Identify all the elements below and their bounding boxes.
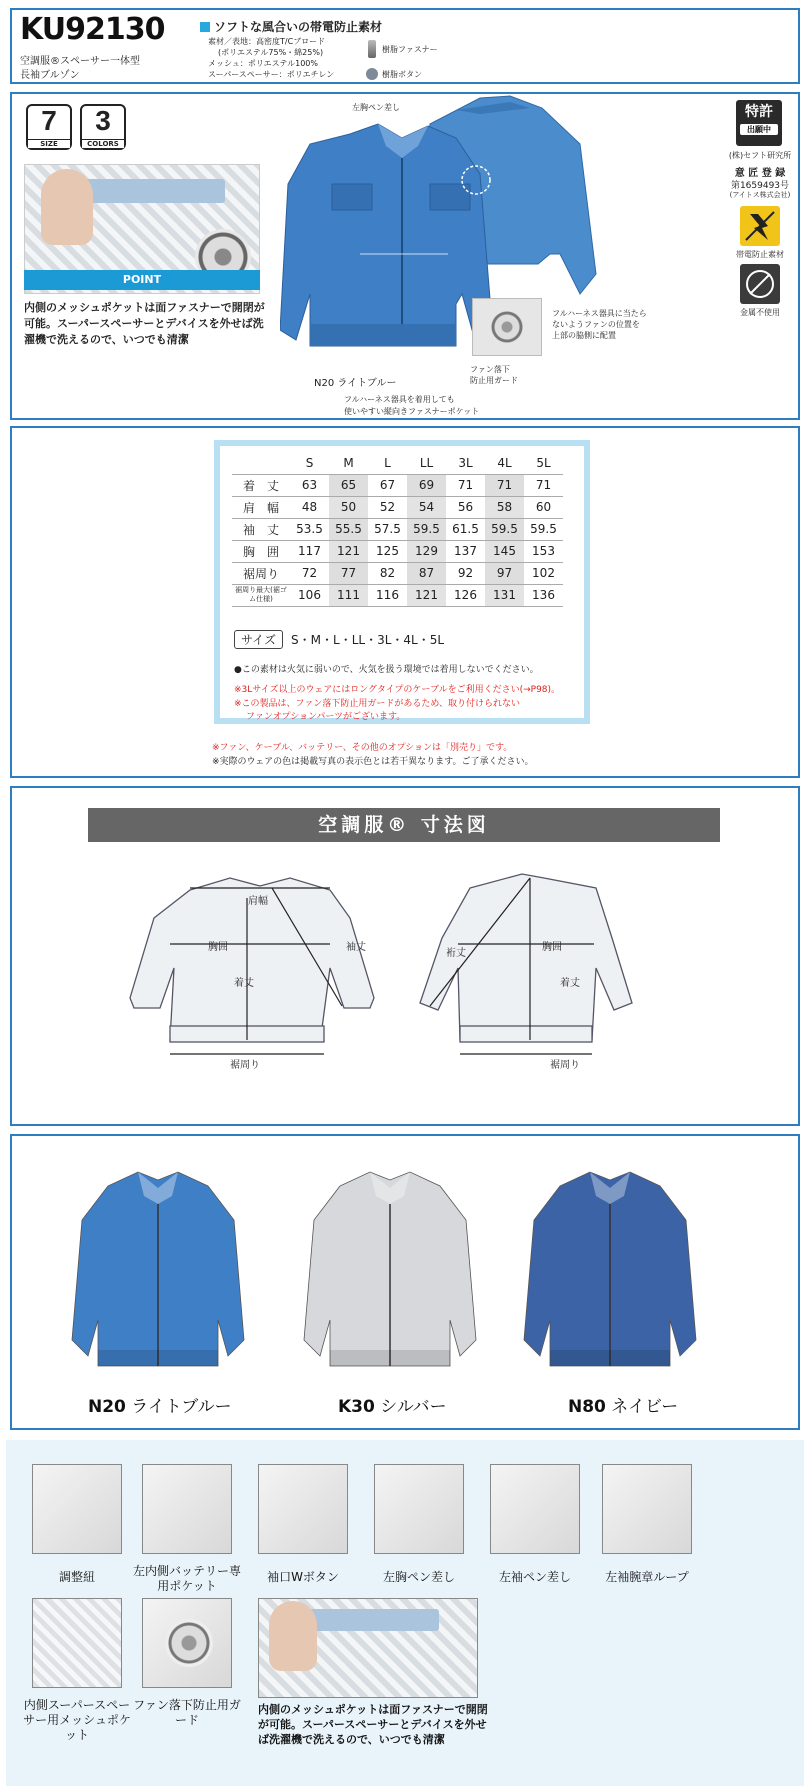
color-count: 3 xyxy=(95,105,111,136)
detail-photo-battery-pocket xyxy=(142,1464,232,1554)
col-header: L xyxy=(384,455,391,470)
patent-badge xyxy=(736,100,782,146)
header-panel xyxy=(10,8,800,84)
subtitle-line1: 空調服®スペーサー一体型 xyxy=(20,56,140,67)
size-table-frame xyxy=(214,440,590,724)
label-sleeve: 袖丈 xyxy=(346,942,366,953)
annotation-fan3: 上部の脇側に配置 xyxy=(552,331,616,340)
design-number: 第1659493号 xyxy=(730,181,790,191)
dimension-title: 空調服® 寸法図 xyxy=(88,808,720,842)
fan-icon xyxy=(165,1619,213,1667)
size-count: 7 xyxy=(41,105,57,136)
detail-label: 左袖ペン差し xyxy=(498,1570,571,1584)
color-n80-label xyxy=(568,1392,678,1417)
detail-label: ファン落下防止用ガード xyxy=(133,1698,241,1727)
table-cell: 52 xyxy=(368,496,407,518)
table-cell: 129 xyxy=(407,540,446,562)
table-cell: 71 xyxy=(485,474,524,496)
label-length-back: 着丈 xyxy=(560,978,580,989)
patent-org: (株)セフト研究所 xyxy=(728,151,792,160)
hero-panel xyxy=(10,92,800,420)
table-cell: 67 xyxy=(368,474,407,496)
detail-label: 内側スーパースペーサー用メッシュポケット xyxy=(23,1698,131,1742)
table-cell: 126 xyxy=(446,584,485,606)
antistatic-label: 帯電防止素材 xyxy=(736,250,784,259)
size-tag: サイズ xyxy=(234,630,283,649)
annotation-color: N20 ライトブルー xyxy=(314,378,397,389)
table-row xyxy=(232,518,563,540)
zipper-icon xyxy=(368,40,376,58)
table-cell: 71 xyxy=(524,474,563,496)
material-line1: 素材／表地：高密度T/Cブロード xyxy=(208,37,326,46)
table-row xyxy=(232,474,563,496)
patent-status: 出願中 xyxy=(740,124,778,135)
material-line4: スーパースペーサー：ポリエチレン xyxy=(208,70,335,79)
table-row xyxy=(232,496,563,518)
square-icon xyxy=(200,22,210,32)
table-cell: 153 xyxy=(524,540,563,562)
table-cell: 69 xyxy=(407,474,446,496)
size-list xyxy=(234,630,444,649)
design-title: 意 匠 登 録 xyxy=(734,168,786,179)
table-cell: 145 xyxy=(485,540,524,562)
point-label: POINT xyxy=(24,270,260,290)
table-cell: 125 xyxy=(368,540,407,562)
color-badge xyxy=(80,104,126,150)
table-header-row xyxy=(232,452,563,474)
model-number: KU92130 xyxy=(20,12,165,47)
tagline xyxy=(200,18,382,35)
detail-label: 袖口Wボタン xyxy=(267,1570,339,1584)
col-header: 5L xyxy=(536,455,551,470)
label-yuki: 裄丈 xyxy=(446,948,466,959)
row-header: 裾周り xyxy=(242,566,279,581)
note-guard2: ファンオプションパーツがございます。 xyxy=(246,712,406,722)
table-cell: 106 xyxy=(290,584,329,606)
label-hem-front: 裾周り xyxy=(230,1060,260,1071)
size-badge xyxy=(26,104,72,150)
label-length-front: 着丈 xyxy=(234,978,254,989)
velcro-strip xyxy=(85,179,225,203)
detail-photo-velcro xyxy=(258,1598,478,1698)
table-cell: 50 xyxy=(329,496,368,518)
color-n20-label xyxy=(88,1392,232,1417)
note-cable: ※3Lサイズ以上のウェアにはロングタイプのケーブルをご利用ください(→P98)。 xyxy=(234,685,561,695)
color-code: N80 xyxy=(568,1397,606,1417)
table-cell: 61.5 xyxy=(446,518,485,540)
point-text: 内側のメッシュポケットは面ファスナーで開閉が可能。スーパースペーサーとデバイスを外せば洗濯機で洗えるので、いつでも清潔 xyxy=(24,301,265,346)
row-header: 肩 幅 xyxy=(242,500,279,515)
row-header: 着 丈 xyxy=(242,478,279,493)
col-header: 3L xyxy=(458,455,473,470)
table-cell: 102 xyxy=(524,562,563,584)
table-cell: 60 xyxy=(524,496,563,518)
table-cell: 117 xyxy=(290,540,329,562)
table-cell: 58 xyxy=(485,496,524,518)
table-cell: 121 xyxy=(329,540,368,562)
size-table-panel xyxy=(10,426,800,778)
row-header: 裾周り最大(裾ゴム仕様) xyxy=(235,586,287,603)
jacket-hem xyxy=(98,1350,218,1366)
detail-photo-sleeve-pen xyxy=(490,1464,580,1554)
size-values: S・M・L・LL・3L・4L・5L xyxy=(291,633,445,647)
color-name: シルバー xyxy=(380,1397,447,1417)
velcro-strip xyxy=(309,1609,439,1631)
table-cell: 92 xyxy=(446,562,485,584)
note-options: ※ファン、ケーブル、バッテリー、その他のオプションは「別売り」です。 xyxy=(212,743,513,753)
table-cell: 121 xyxy=(407,584,446,606)
subtitle-line2: 長袖ブルゾン xyxy=(20,70,80,81)
table-corner xyxy=(232,452,290,474)
jacket-n20 xyxy=(72,1172,244,1366)
tagline-text: ソフトな風合いの帯電防止素材 xyxy=(214,20,383,34)
material-line2: (ポリエステル75%・綿25%) xyxy=(218,48,324,57)
color-name: ネイビー xyxy=(611,1397,679,1417)
detail-label: 調整紐 xyxy=(58,1570,95,1584)
detail-velcro-text: 内側のメッシュポケットは面ファスナーで開閉が可能。スーパースペーサーとデバイスを外せば洗濯機で洗えるので、いつでも清潔 xyxy=(258,1703,488,1746)
table-cell: 59.5 xyxy=(524,518,563,540)
legend-zipper: 樹脂ファスナー xyxy=(382,45,438,54)
color-code: K30 xyxy=(338,1397,375,1417)
details-panel xyxy=(6,1440,804,1786)
table-cell: 137 xyxy=(446,540,485,562)
table-cell: 77 xyxy=(329,562,368,584)
detail-photo-armband-loop xyxy=(602,1464,692,1554)
annotation-pocket2: 使いやすい縦向きファスナーポケット xyxy=(344,407,480,416)
design-org: (アイトス株式会社) xyxy=(729,191,791,199)
table-cell: 82 xyxy=(368,562,407,584)
note-fire: ●この素材は火気に弱いので、火気を扱う環境では着用しないでください。 xyxy=(234,665,539,675)
table-cell: 111 xyxy=(329,584,368,606)
dimension-panel xyxy=(10,786,800,1126)
annotation-fan1: フルハーネス器具に当たら xyxy=(552,309,647,318)
detail-photo-mesh-pocket xyxy=(32,1598,122,1688)
jacket-hem xyxy=(330,1350,450,1366)
table-cell: 136 xyxy=(524,584,563,606)
table-cell: 59.5 xyxy=(485,518,524,540)
label-chest-back: 胸囲 xyxy=(542,942,562,953)
col-header: M xyxy=(343,455,354,470)
color-code: N20 xyxy=(88,1397,126,1417)
hand-photo xyxy=(41,169,93,245)
annotation-guard1: ファン落下 xyxy=(470,365,510,374)
table-cell: 97 xyxy=(485,562,524,584)
annotation-fan2: ないようファンの位置を xyxy=(552,320,640,329)
label-shoulder: 肩幅 xyxy=(248,896,268,907)
table-cell: 56 xyxy=(446,496,485,518)
detail-photo-fan-guard xyxy=(142,1598,232,1688)
metal-free-label: 金属不使用 xyxy=(740,308,780,317)
detail-photo-cord xyxy=(32,1464,122,1554)
label-hem-back: 裾周り xyxy=(550,1060,580,1071)
fan-icon xyxy=(491,311,523,343)
annotation-pocket1: フルハーネス器具を着用しても xyxy=(344,395,455,404)
fan-guard-photo xyxy=(472,298,542,356)
jacket-k30 xyxy=(304,1172,476,1366)
row-header: 袖 丈 xyxy=(242,522,279,537)
detail-photo-cuff xyxy=(258,1464,348,1554)
annotation-guard2: 防止用ガード xyxy=(470,376,518,385)
table-row xyxy=(232,584,563,606)
material-line3: メッシュ：ポリエステル100% xyxy=(208,59,318,68)
dimension-diagram xyxy=(112,858,712,1118)
metal-free-icon xyxy=(740,264,780,304)
col-header: 4L xyxy=(497,455,512,470)
label-chest-front: 胸囲 xyxy=(208,942,228,953)
color-variants xyxy=(68,1160,748,1370)
table-cell: 53.5 xyxy=(290,518,329,540)
legend-button: 樹脂ボタン xyxy=(382,70,422,79)
table-cell: 116 xyxy=(368,584,407,606)
note-colors: ※実際のウェアの色は掲載写真の表示色とは若干異なります。ご了承ください。 xyxy=(212,757,534,767)
table-cell: 54 xyxy=(407,496,446,518)
annotation-pen: 左胸ペン差し xyxy=(352,103,400,112)
detail-label: 左袖腕章ループ xyxy=(605,1570,689,1584)
col-header: LL xyxy=(419,455,434,470)
color-k30-label xyxy=(338,1392,447,1417)
jacket-n80 xyxy=(524,1172,696,1366)
antistatic-icon xyxy=(740,206,780,246)
table-cell: 71 xyxy=(446,474,485,496)
table-cell: 65 xyxy=(329,474,368,496)
hand-photo xyxy=(269,1601,317,1671)
col-header: S xyxy=(305,455,314,470)
table-cell: 72 xyxy=(290,562,329,584)
table-cell: 87 xyxy=(407,562,446,584)
size-label: SIZE xyxy=(28,139,70,148)
row-header: 胸 囲 xyxy=(242,544,279,559)
table-cell: 57.5 xyxy=(368,518,407,540)
color-label: COLORS xyxy=(82,139,124,148)
table-cell: 131 xyxy=(485,584,524,606)
note-guard: ※この製品は、ファン落下防止用ガードがあるため、取り付けられない xyxy=(234,699,521,709)
patent-label: 特許 xyxy=(745,104,773,120)
size-table xyxy=(232,452,563,607)
table-cell: 59.5 xyxy=(407,518,446,540)
color-name: ライトブルー xyxy=(131,1397,232,1417)
detail-label: 左内側バッテリー専用ポケット xyxy=(132,1564,241,1593)
colors-panel xyxy=(10,1134,800,1430)
detail-label: 左胸ペン差し xyxy=(382,1570,455,1584)
table-row xyxy=(232,540,563,562)
table-row xyxy=(232,562,563,584)
button-icon xyxy=(366,68,378,80)
table-cell: 48 xyxy=(290,496,329,518)
detail-photo-chest-pen xyxy=(374,1464,464,1554)
table-cell: 63 xyxy=(290,474,329,496)
jacket-hem xyxy=(550,1350,670,1366)
table-cell: 55.5 xyxy=(329,518,368,540)
